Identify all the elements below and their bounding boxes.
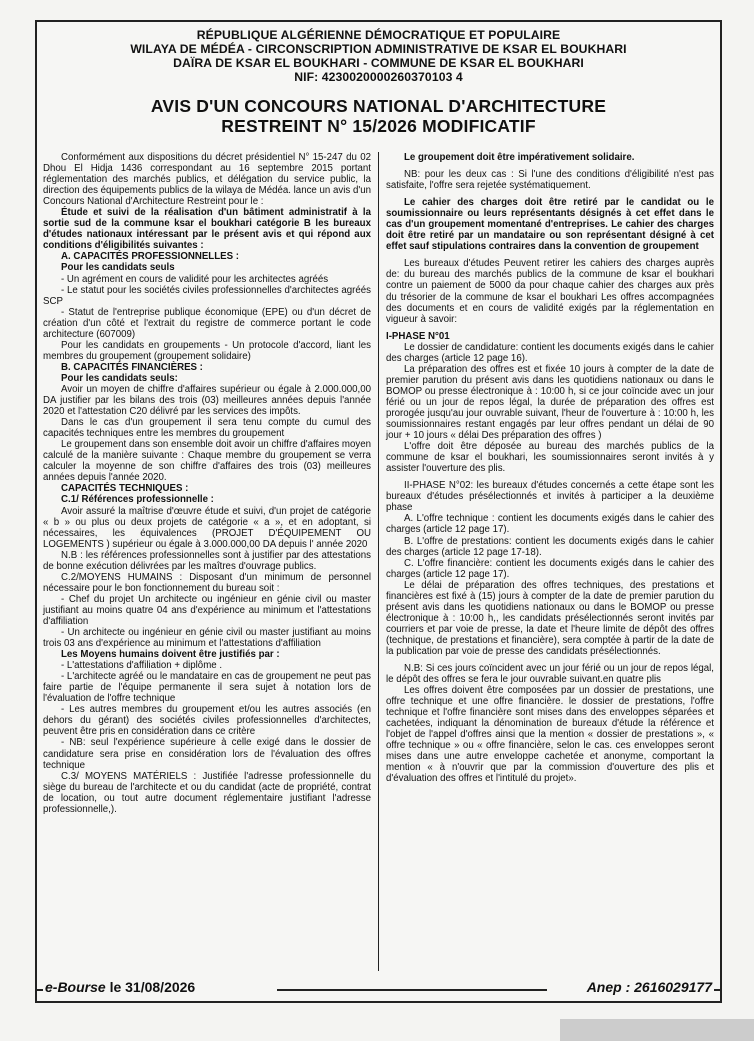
heading-candidats-seuls: Pour les candidats seuls — [61, 262, 175, 274]
groupement-solidaire: Le groupement doit être impérativement solidaire. — [404, 152, 635, 163]
moyens-humains: C.2/MOYENS HUMAINS : Disposant d'un minimum de personnel nécessaire pour le bon fonctionnement du bureau soit : — [43, 571, 371, 594]
paragraph: Dans le cas d'un groupement il sera tenu compte du cumul des capacités techniques entre les membres du groupement — [43, 417, 371, 440]
notice-footer — [37, 973, 720, 1001]
paragraph: Avoir assuré la maîtrise d'œuvre étude et suivi, d'un projet de catégorie « b » ou plus ou deux projets de catégorie « a », et en adoptant, si nécessaires, les équivalences (PROJET D'ÉQUIPEMENT OU LOGEMENTS ) supérieur ou égale à 3.000.000,00 DA depuis l' année 2020 — [43, 505, 371, 550]
list-item: - Un agrément en cours de validité pour les architectes agréés — [61, 273, 329, 285]
right-column — [380, 152, 720, 971]
adjacent-page-scrap — [560, 1019, 754, 1041]
header-republic: RÉPUBLIQUE ALGÉRIENNE DÉMOCRATIQUE ET POPULAIRE — [196, 28, 561, 42]
notice-frame — [35, 20, 722, 1003]
list-item: - Chef du projet Un architecte ou ingénieur en génie civil ou master justifiant au moins quatre 04 ans d'expérience au minimum et l'attestations d'affiliation — [43, 593, 371, 627]
paragraph: Les offres doivent être composées par un dossier de prestations, une offre technique et une offre financière. le dossier de prestations, l'offre technique et l'offre financière sont mises dans des enveloppes séparées et cachetées, indiquant la dénomination de bureaux d'étude la référence et l'objet de l'appel d'offres ainsi que la mention « dossier de prestations », « offre technique » ou « offre financière, selon le cas. ces enveloppes seront mises dans une autre enveloppe cachetée et anonyme, comportant la mention « à n'ouvrir que par la commission d'ouverture des plis et d'évaluation des offres et l'intitulé du projet». — [386, 685, 714, 785]
header-daira: DAÏRA DE KSAR EL BOUKHARI - COMMUNE DE KSAR EL BOUKHARI — [173, 56, 584, 70]
retrait-paragraph: Les bureaux d'études Peuvent retirer les cahiers des charges auprès de: du bureau des marchés publics de la commune de ksar el boukhari contre un paiement de 5000 da pour chaque cahier des charges aux près du trésorier de la commune de ksar el boukhari Les offres accompagnées des documents et en cours de validité exigés par la réglementation en vigueur à savoir: — [386, 258, 714, 325]
footer-left — [45, 979, 195, 995]
footer-brand: e-Bourse — [45, 979, 106, 995]
heading-capacites-fin: B. CAPACITÉS FINANCIÈRES : — [61, 361, 203, 373]
heading-moyens-justifies: Les Moyens humains doivent être justifiés par : — [61, 649, 280, 661]
cahier-charges-paragraph: Le cahier des charges doit être retiré par le candidat ou le soumissionnaire ou leurs représentants désignés à cet effet dans le cas d'un groupement momentané d'entreprises. Le cahier des charges doit être retiré par un mandataire ou son représentant désigné à cet effet sauf stipulations contraires dans la convention de groupement — [386, 197, 714, 253]
heading-capacites-pro: A. CAPACITÉS PROFESSIONNELLES : — [61, 251, 239, 263]
offre-technique: A. L'offre technique : contient les documents exigés dans le cahier des charges (article 12 page 17). — [386, 513, 714, 536]
title-line-2: RESTREINT N° 15/2026 MODIFICATIF — [221, 116, 536, 136]
body-columns — [37, 152, 720, 971]
footer-date: le 31/08/2026 — [109, 979, 196, 995]
paragraph: Avoir un moyen de chiffre d'affaires supérieur ou égale à 2.000.000,00 DA justifier par les bilans des trois (03) meilleures années depuis l'année 2020 et l'attestation C20 délivré par les services des impôts. — [43, 383, 371, 418]
offre-prestations: B. L'offre de prestations: contient les documents exigés dans le cahier des charges (article 12 page 17-18). — [386, 535, 714, 558]
official-header — [37, 28, 720, 84]
intro-paragraph: Conformément aux dispositions du décret présidentiel N° 15-247 du 02 Dhou El Hidja 1436 correspondant au 16 septembre 2015 portant réglementation des marchés publics, et délégation du service public, la direction des équipements publics de la wilaya de Médéa. lance un avis d'un Concours National d'Architecture Restreint pour le : — [43, 152, 371, 208]
paragraph: Le dossier de candidature: contient les documents exigés dans le cahier des charges (article 12 page 16). — [386, 341, 714, 364]
header-nif: NIF: 4230020000260370103 4 — [294, 70, 463, 84]
list-item: - Statut de l'entreprise publique économique (EPE) ou d'un décret de création d'un côté et l'extrait du registre de commerce portant le code architecture (607009) — [43, 306, 371, 340]
list-item: Pour les candidats en groupements - Un protocole d'accord, liant les membres du groupement (groupement solidaire) — [43, 339, 371, 362]
project-object: Étude et suivi de la réalisation d'un bâtiment administratif à la sortie sud de la commune ksar el boukhari catégorie B les bureaux d'études nationaux intéressant par le présent avis et qui répond aux conditions d'éligibilités suivantes : — [43, 207, 371, 252]
list-item: - Les autres membres du groupement et/ou les autres associés (en dehors du gérant) des sociétés civiles professionnelles d'architectes, peuvent être pris en considération dans ce critère — [43, 704, 371, 738]
paragraph: Le délai de préparation des offres techniques, des prestations et financières est fixé à (15) jours à compter de la date de premier parution du présent avis dans les quotidiens nationaux ou dans le BOMOP ou presse électronique à : 10:00 h,, les candidats présélectionnés seront invités par courriers et par voie de presse, la date et l'heure limite de dépôt des offres (technique, de prestations et financière), sera comptée à partir de la date de la publication par voie de presse des candidats présélectionnés. — [386, 579, 714, 657]
list-item: - NB: seul l'expérience supérieure à celle exigé dans le dossier de candidature sera prise en considération lors de l'évaluation des offres technique — [43, 737, 371, 771]
paragraph: La préparation des offres est et fixée 10 jours à compter de la date de premier parution du présent avis dans les quotidiens nationaux ou dans le BOMOP ou presse électronique à : 10:00 h, si ce jour coïncide avec un jour férié ou un jour de repos légal, la durée de préparation des offres est prorogée jusqu'au jour ouvrable suivant, l'heur de l'ouverture à : 10:00 h, les soumissionnaires restant engagés par leur offres pendant un délai de 90 jour + 10 jours « délai Des préparation des offres ) — [386, 363, 714, 442]
notice-title — [37, 96, 720, 136]
left-column — [37, 152, 377, 971]
note-paragraph: N.B : les références professionnelles sont à justifier par des attestations de bonne exécution délivrées par les maîtres d'ouvrage publics. — [43, 549, 371, 572]
column-divider — [378, 152, 379, 971]
heading-phase-2: II-PHASE N°02: les bureaux d'études concernés a cette étape sont les bureaux d'études présélectionnés et invités à participer a la deuxième phase — [386, 480, 714, 514]
heading-capacites-tech: CAPACITÉS TECHNIQUES : — [61, 483, 189, 495]
paragraph: L'offre doit être déposée au bureau des marchés publics de la commune de ksar el boukhari, les soumissionnaires seront invités à y assister l'ouverture des plis. — [386, 441, 714, 475]
list-item: - L'attestations d'affiliation + diplôme . — [61, 660, 223, 672]
header-wilaya: WILAYA DE MÉDÉA - CIRCONSCRIPTION ADMINISTRATIVE DE KSAR EL BOUKHARI — [130, 42, 627, 56]
heading-candidats-seuls-2: Pour les candidats seuls: — [61, 372, 178, 384]
list-item: - Un architecte ou ingénieur en génie civil ou master justifiant au moins trois 03 ans d'expérience au minimum et l'attestations d'affiliation — [43, 627, 371, 650]
heading-phase-1: I-PHASE N°01 — [386, 330, 450, 342]
offre-financiere: C. L'offre financière: contient les documents exigés dans le cahier des charges (article 12 page 17). — [386, 557, 714, 580]
note-paragraph: N.B: Si ces jours coïncident avec un jour férié ou un jour de repos légal, le dépôt des offres se fera le jour ouvrable suivant.en quatre plis — [386, 663, 714, 686]
footer-anep: Anep : 2616029177 — [586, 979, 712, 995]
paragraph: Le groupement dans son ensemble doit avoir un chiffre d'affaires moyen calculé de la manière suivante : Chaque membre du groupement se verra calculer la moyenne de son chiffre d'affaires des trois (03) meilleures années depuis l'année 2020. — [43, 439, 371, 484]
note-paragraph: NB: pour les deux cas : Si l'une des conditions d'éligibilité n'est pas satisfaite, l'offre sera rejetée systématiquement. — [386, 169, 714, 192]
moyens-materiels: C.3/ MOYENS MATÉRIELS : Justifiée l'adresse professionnelle du siège du bureau de l'architecte et ou du candidat (acte de propriété, contrat de location, ou tout autre document réglementaire justifiant l'adresse professionnelle,). — [43, 770, 371, 815]
title-line-1: AVIS D'UN CONCOURS NATIONAL D'ARCHITECTURE — [150, 96, 607, 116]
heading-references: C.1/ Références professionnelle : — [61, 494, 214, 506]
list-item: - Le statut pour les sociétés civiles professionnelles d'architectes agréés SCP — [43, 284, 371, 307]
list-item: - L'architecte agréé ou le mandataire en cas de groupement ne peut pas faire partie de l'équipe permanente il sera sujet à notation lors de l'évaluation de l'offre technique — [43, 671, 371, 705]
